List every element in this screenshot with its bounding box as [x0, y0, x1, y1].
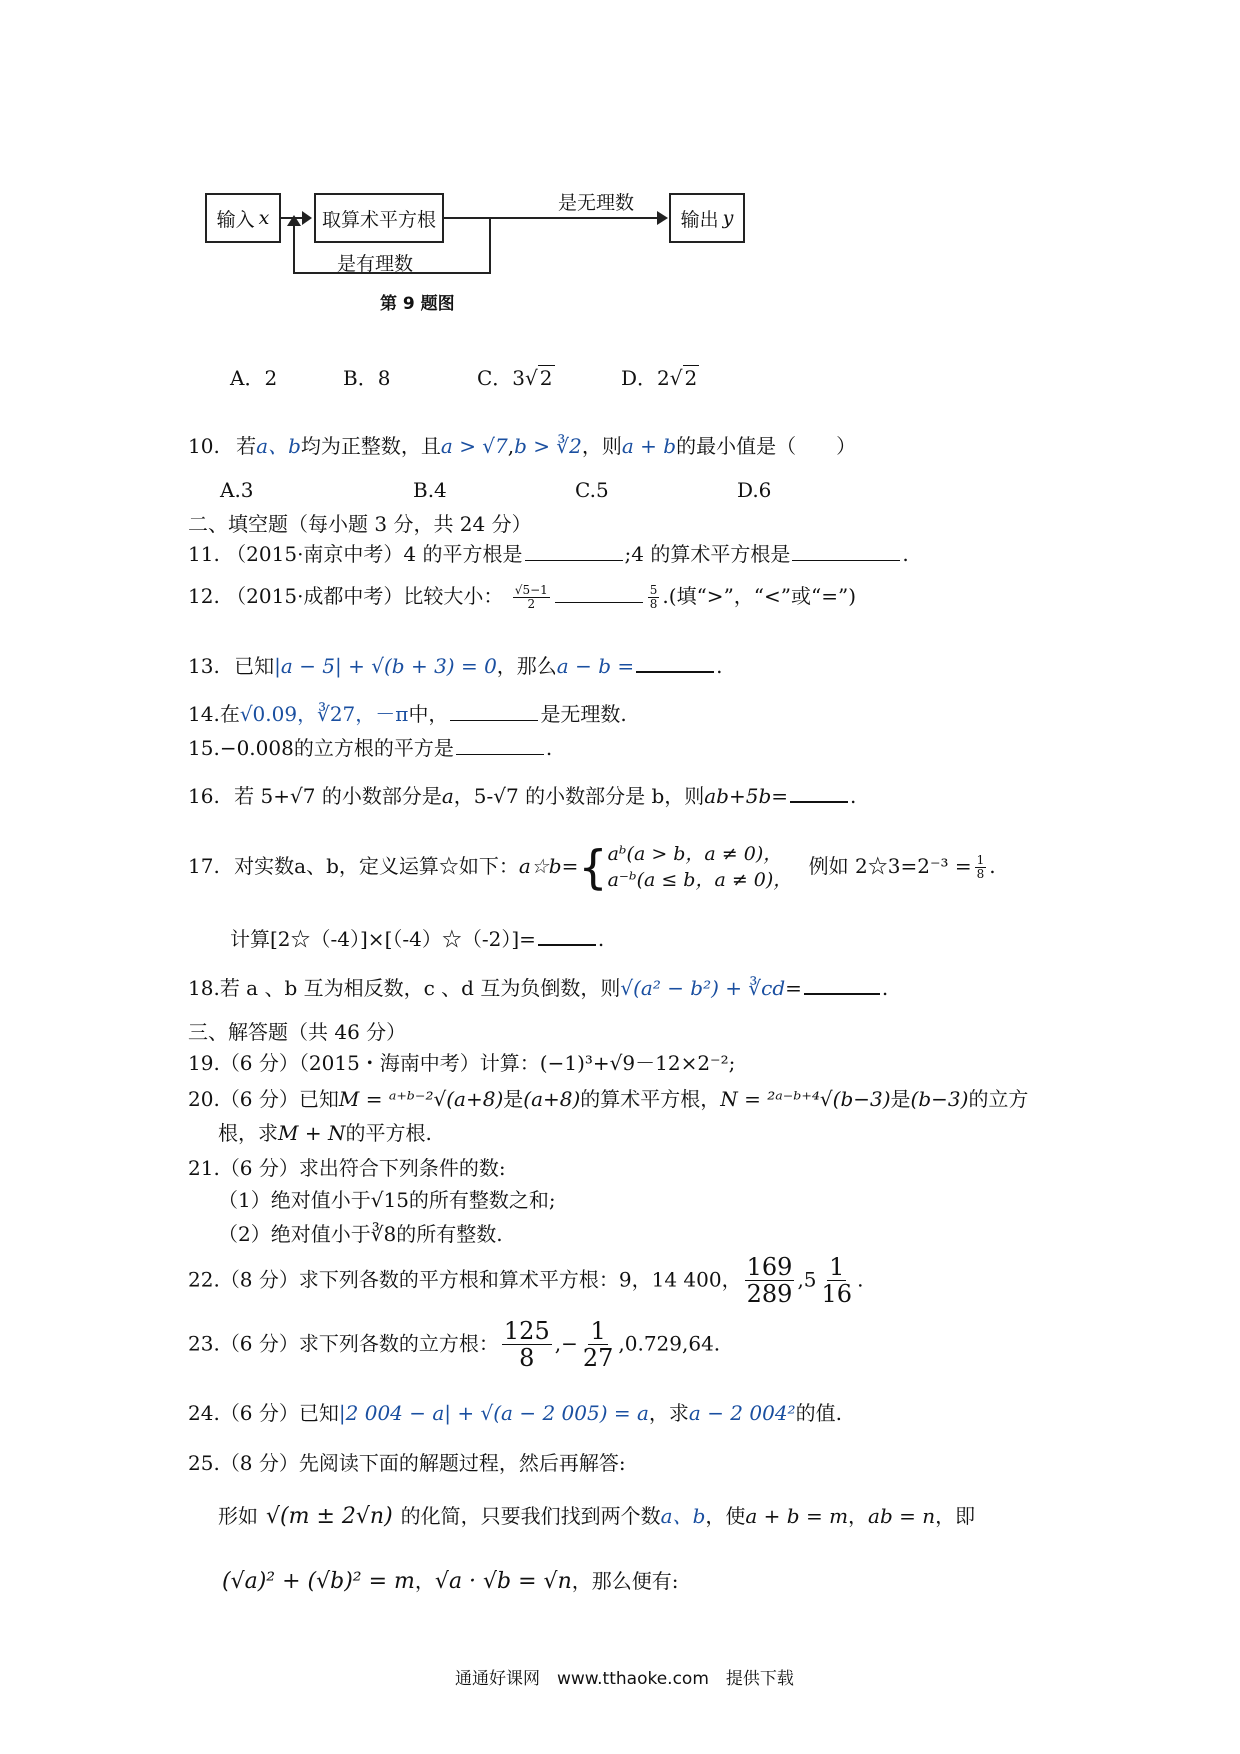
q23-rest: ,0.729,64. — [618, 1331, 721, 1356]
q10-vars: a、b — [256, 434, 301, 458]
q17: 17. 对实数a、b，定义运算☆如下：a☆b={ aᵇ(a > b，a ≠ 0)， a⁻ᵇ(a ≤ b，a ≠ 0)， 例如 2☆3=2⁻³ = $\frac{1}{8}$ . — [188, 840, 996, 895]
flow-loop-down — [489, 218, 491, 274]
q12-frac2-num: 5 — [649, 582, 658, 597]
q17-ex-frac-num: 1 — [976, 852, 985, 867]
q12-frac1 — [513, 584, 550, 611]
q21-text: （6 分）求出符合下列条件的数: — [219, 1156, 506, 1180]
q17-compute-text: 计算[2☆（-4）]×[（-4）☆（-2）]= — [230, 927, 536, 951]
q23-frac2-den: 27 — [582, 1344, 614, 1373]
q12 — [188, 580, 856, 611]
q10-text-then: ，则 — [581, 434, 622, 458]
q17-blank[interactable] — [538, 924, 596, 946]
q16 — [188, 780, 856, 809]
q18-end: . — [881, 976, 889, 1000]
q19-text: （6 分）（2015・海南中考）计算：(−1)³+√9－12×2⁻²; — [219, 1051, 736, 1075]
q21-sub2: （2）绝对值小于∛8的所有整数. — [218, 1222, 503, 1246]
q22-mixed-num: 1 — [829, 1253, 845, 1281]
q22-frac-den: 289 — [746, 1280, 793, 1309]
q16-var-a: a — [441, 784, 454, 808]
q20-m-expr: M = ᵃ⁺ᵇ⁻²√(a+8) — [338, 1087, 504, 1111]
q20-line2b: 求 — [258, 1121, 278, 1145]
q13-number: 13. — [188, 654, 220, 678]
q23-frac1-num: 125 — [503, 1317, 550, 1345]
q11-text2: ;4 的算术平方根是 — [624, 542, 791, 566]
q10-number: 10. — [188, 434, 220, 458]
q20-line1a: （6 分）已知 — [219, 1087, 339, 1111]
q23-number: 23. — [188, 1331, 220, 1356]
q10-text-end: 的最小值是（ ） — [676, 434, 857, 458]
q19-number: 19. — [188, 1051, 220, 1075]
q23-frac1 — [502, 1318, 552, 1372]
q17-ex-frac-den: 8 — [976, 867, 985, 882]
q11 — [188, 538, 909, 567]
q13-blank[interactable] — [636, 651, 714, 673]
q12-blank[interactable] — [555, 582, 643, 603]
q20-line1e: 的立方 — [968, 1087, 1029, 1111]
q9-option-d — [621, 362, 699, 391]
q16-text2: ，5-√7 的小数部分是 b，则 — [453, 784, 705, 808]
q25-cond1: a + b = m — [745, 1504, 849, 1528]
q11-text1: （2015·南京中考）4 的平方根是 — [226, 542, 523, 566]
q10-cond2: b > ∛2 — [514, 434, 582, 458]
q10: 10. 若a、b均为正整数，且a > √7,b > ∛2，则a + b的最小值是（ ） — [188, 434, 857, 458]
q20-paren1: (a+8) — [523, 1087, 581, 1111]
q12-number: 12. — [188, 584, 220, 608]
q20-line1b: 是 — [503, 1087, 524, 1111]
q25-line3c: √a · √b = √n — [434, 1569, 572, 1594]
q23-sep: ,− — [554, 1331, 578, 1356]
q22-text: （8 分）求下列各数的平方根和算术平方根： — [219, 1267, 619, 1292]
q13 — [188, 650, 722, 679]
q23-text: （6 分）求下列各数的立方根： — [219, 1331, 499, 1356]
q20-n-expr: N = ²ᵃ⁻ᵇ⁺⁴√(b−3) — [720, 1087, 891, 1111]
q20-line2c: 的平方根. — [345, 1121, 432, 1145]
q10-option-c: C.5 — [575, 478, 609, 502]
q22-number: 22. — [188, 1267, 220, 1292]
q21-number: 21. — [188, 1156, 220, 1180]
flow-output-box — [669, 193, 745, 243]
q11-blank1[interactable] — [525, 540, 623, 561]
q15-number: 15. — [188, 736, 220, 760]
flow-process-box — [314, 193, 444, 243]
flow-input-var: x — [258, 207, 270, 229]
q25-line2d: ，即 — [935, 1504, 976, 1528]
flow-output-label: 输出 — [680, 208, 719, 231]
q18-text1: 若 a 、b 互为相反数，c 、d 互为负倒数，则 — [219, 976, 621, 1000]
q10-option-a: A.3 — [220, 478, 254, 502]
q15-blank[interactable] — [456, 734, 544, 755]
q15 — [188, 732, 552, 761]
flow-process-label: 取算术平方根 — [321, 208, 436, 231]
q11-blank2[interactable] — [792, 540, 900, 561]
flow-label-rational: 是有理数 — [337, 253, 414, 275]
q17-text1: 对实数a、b，定义运算☆如下： — [234, 854, 519, 879]
radical-sign: √ — [525, 366, 538, 390]
q19 — [188, 1047, 735, 1076]
q25-number: 25. — [188, 1451, 220, 1475]
q24-expr2: a − 2 004² — [688, 1401, 796, 1425]
q22-frac — [745, 1254, 795, 1308]
flow-loop-up — [293, 226, 295, 274]
section3-title: 三、解答题（共 46 分） — [188, 1020, 407, 1044]
flow-loop-arrowhead — [287, 215, 301, 226]
q22-mixed-whole: ,5 — [797, 1267, 817, 1292]
q23-frac2 — [581, 1318, 616, 1372]
q22 — [188, 1254, 863, 1308]
q25-line3 — [222, 1565, 679, 1594]
q25-sep: ， — [848, 1504, 869, 1528]
q22-nums: 9，14 400， — [618, 1267, 742, 1292]
q20-paren2: (b−3) — [910, 1087, 969, 1111]
q10-cond1: a > √7 — [440, 434, 508, 458]
q22-frac-num: 169 — [746, 1253, 793, 1281]
q21-sub1: （1）绝对值小于√15的所有整数之和; — [218, 1188, 556, 1212]
q13-text2: ，那么 — [496, 654, 557, 678]
q17-compute — [230, 923, 604, 952]
q18-blank[interactable] — [804, 973, 880, 995]
q9-option-c-radicand: 2 — [539, 366, 553, 390]
q25 — [188, 1447, 626, 1476]
q18-number: 18. — [188, 976, 220, 1000]
q17-cases — [608, 842, 793, 893]
section2-title: 二、填空题（每小题 3 分，共 24 分） — [188, 512, 532, 536]
q9-option-c-label: C．3 — [477, 366, 526, 390]
q24-text3: 的值. — [795, 1401, 842, 1425]
flow-arrow-output — [444, 217, 659, 219]
flow-label-irrational: 是无理数 — [558, 192, 635, 214]
q16-expr: ab+5b= — [704, 784, 789, 808]
q17-case1: aᵇ(a > b，a ≠ 0)， — [607, 843, 783, 865]
q13-expr: |a − 5| + √(b + 3) = 0 — [274, 654, 497, 678]
q25-line2a: 形如 — [218, 1504, 258, 1528]
q25-line2c: ，使 — [705, 1504, 746, 1528]
q17-number: 17. — [188, 854, 220, 879]
q25-line2b: 的化简，只要我们找到两个数 — [400, 1504, 661, 1528]
q22-end: . — [857, 1267, 864, 1292]
q25-line3b: ， — [414, 1569, 435, 1593]
flow-output-var: y — [722, 207, 734, 229]
q10-option-d: D.6 — [737, 478, 772, 502]
flow-input-box — [205, 193, 281, 243]
q14-text2: 中， — [408, 702, 449, 726]
q9-option-d-label: D．2 — [621, 366, 670, 390]
q10-expr: a + b — [621, 434, 677, 458]
flow-input-label: 输入 — [216, 208, 255, 231]
q25-line2 — [218, 1500, 975, 1529]
q12-text1: （2015·成都中考）比较大小： — [226, 584, 504, 608]
q20-line2a: 根， — [218, 1121, 258, 1145]
q14-text3: 是无理数. — [540, 702, 627, 726]
q15-text1: −0.008的立方根的平方是 — [219, 736, 454, 760]
q10-option-b: B.4 — [413, 478, 447, 502]
q20-line1d: 是 — [890, 1087, 911, 1111]
q25-line3a: (√a)² + (√b)² = m — [222, 1569, 415, 1594]
q22-mixed-den: 16 — [821, 1280, 853, 1309]
q25-vars: a、b — [660, 1504, 706, 1528]
q12-frac1-den: 2 — [527, 597, 536, 611]
q24-text2: ，求 — [648, 1401, 689, 1425]
q9-option-b: B．8 — [343, 366, 391, 390]
q12-frac1-num: √5−1 — [514, 582, 548, 597]
q13-text1: 已知 — [234, 654, 275, 678]
q24 — [188, 1397, 842, 1426]
q16-end: . — [850, 784, 857, 808]
q23-frac1-den: 8 — [519, 1344, 535, 1373]
q20-line2 — [218, 1117, 432, 1146]
q9-option-c — [477, 362, 555, 391]
q20-line1c: 的算术平方根， — [580, 1087, 721, 1111]
q20-mn: M + N — [278, 1121, 346, 1145]
q9-option-d-radicand: 2 — [684, 366, 698, 390]
q16-blank[interactable] — [790, 781, 848, 803]
q11-end: . — [902, 542, 909, 566]
q11-number: 11. — [188, 542, 220, 566]
q14-number: 14. — [188, 702, 220, 726]
q20-line1 — [188, 1083, 1028, 1112]
q12-text2: .(填“>”，“<”或“=”) — [662, 584, 857, 608]
q18-text2: = — [785, 976, 802, 1000]
q24-number: 24. — [188, 1401, 220, 1425]
q17-ex-frac — [975, 854, 987, 881]
radical-sign: √ — [669, 366, 683, 390]
q13-expr2: a − b = — [556, 654, 635, 678]
q18 — [188, 972, 888, 1001]
q14-items: √0.09，∛27，－π — [239, 702, 409, 726]
q14-blank[interactable] — [450, 700, 538, 721]
q17-lhs: a☆b= — [518, 854, 579, 879]
q12-frac2 — [648, 584, 660, 611]
q24-expr: |2 004 − a| + √(a − 2 005) = a — [338, 1401, 649, 1425]
flow-arrowhead-input — [302, 211, 312, 225]
q23 — [188, 1318, 720, 1372]
q17-end: . — [597, 927, 605, 951]
q18-expr: √(a² − b²) + ∛cd — [620, 976, 786, 1000]
q15-end: . — [545, 736, 553, 760]
q25-form: √(m ± 2√n) — [266, 1504, 393, 1529]
q25-text: （8 分）先阅读下面的解题过程，然后再解答: — [219, 1451, 626, 1475]
q14-text1: 在 — [219, 702, 240, 726]
q23-frac2-num: 1 — [590, 1317, 606, 1345]
q17-case2: a⁻ᵇ(a ≤ b，a ≠ 0)， — [607, 868, 793, 891]
q17-example: 例如 2☆3=2⁻³ = — [808, 854, 972, 879]
q17-brace: { — [578, 840, 608, 895]
q16-number: 16. — [188, 784, 220, 808]
q24-text1: （6 分）已知 — [219, 1401, 339, 1425]
flow-arrowhead-output — [657, 211, 668, 225]
q22-mixed-frac — [820, 1254, 855, 1308]
q9-option-a: A．2 — [230, 366, 278, 390]
flow-caption: 第 9 题图 — [380, 294, 455, 314]
q25-line3d: ，那么便有: — [571, 1569, 679, 1593]
q10-text-start: 若 — [236, 434, 257, 458]
q13-end: . — [716, 654, 723, 678]
q14 — [188, 698, 627, 727]
q16-text1: 若 5+√7 的小数部分是 — [234, 784, 442, 808]
q12-frac2-den: 8 — [649, 597, 658, 611]
page-footer: 通通好课网 www.tthaoke.com 提供下载 — [455, 1669, 794, 1689]
q25-cond2: ab = n — [868, 1504, 936, 1528]
q10-text-mid: 均为正整数，且 — [300, 434, 441, 458]
q20-number: 20. — [188, 1087, 220, 1111]
q21 — [188, 1152, 506, 1181]
